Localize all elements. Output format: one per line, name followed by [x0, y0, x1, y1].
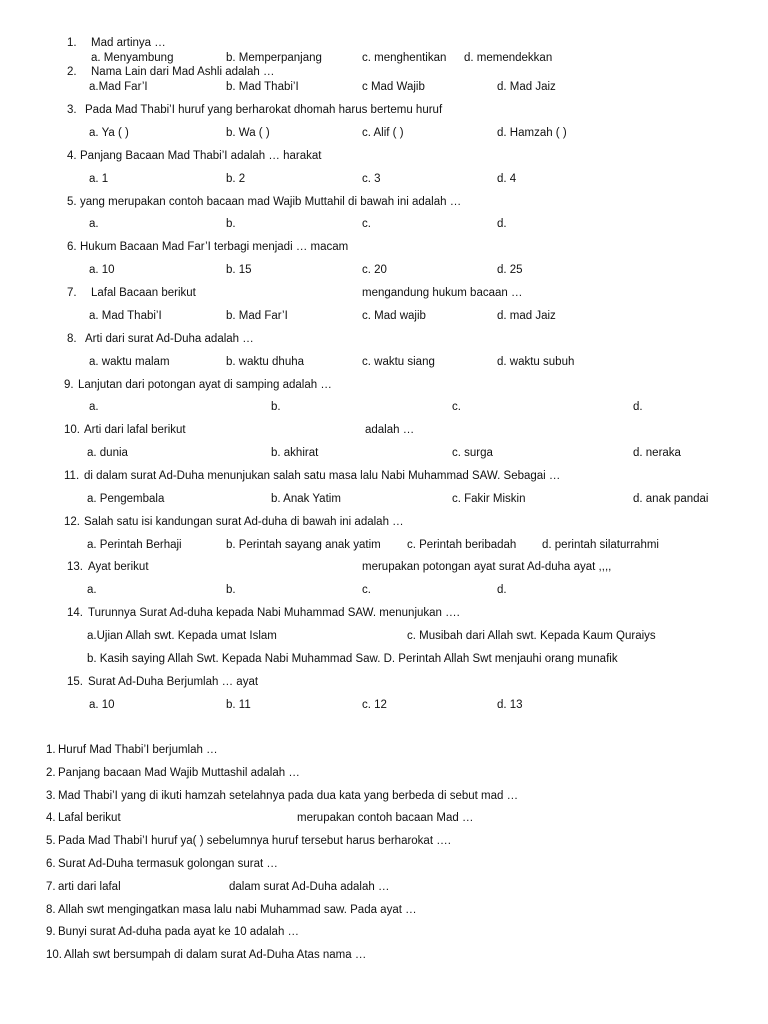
- question-number: 7.: [67, 287, 77, 299]
- question-number: 2.: [67, 66, 77, 78]
- option-d: d. 13: [497, 699, 523, 711]
- option-c: c.: [362, 218, 371, 230]
- question-number: 7.: [46, 881, 56, 893]
- question-text: Hukum Bacaan Mad Far’I terbagi menjadi … macam: [80, 241, 349, 253]
- question-text: yang merupakan contoh bacaan mad Wajib Muttahil di bawah ini adalah …: [80, 196, 462, 208]
- option-a: a.Ujian Allah swt. Kepada umat Islam: [87, 630, 277, 642]
- question-text: Surat Ad-Duha termasuk golongan surat …: [58, 858, 278, 870]
- option-b: b. 11: [226, 699, 251, 711]
- option-d: d. neraka: [633, 447, 681, 459]
- option-a: a. 1: [89, 173, 109, 185]
- option-c: c.: [362, 584, 371, 596]
- option-a: a. Mad Thabi’I: [89, 310, 162, 322]
- question-text: Allah swt bersumpah di dalam surat Ad-Duha Atas nama …: [64, 949, 367, 961]
- option-a: a.: [89, 401, 99, 413]
- question-number: 12.: [64, 516, 80, 528]
- option-c: c. Musibah dari Allah swt. Kepada Kaum Quraiys: [407, 630, 656, 642]
- option-b: b.: [226, 218, 236, 230]
- question-number: 8.: [46, 904, 56, 916]
- option-c: c. Fakir Miskin: [452, 493, 526, 505]
- option-b: b. Anak Yatim: [271, 493, 341, 505]
- option-c: c.: [452, 401, 461, 413]
- question-text: Ayat berikut: [88, 561, 149, 573]
- question-number: 4.: [46, 812, 56, 824]
- option-c: c. 12: [362, 699, 387, 711]
- question-text: di dalam surat Ad-Duha menunjukan salah satu masa lalu Nabi Muhammad SAW. Sebagai …: [84, 470, 561, 482]
- option-c: c. surga: [452, 447, 493, 459]
- question-text: arti dari lafal: [58, 881, 121, 893]
- option-d: d. 4: [497, 173, 517, 185]
- question-number: 8.: [67, 333, 77, 345]
- question-number: 4.: [67, 150, 77, 162]
- option-d: d.: [633, 401, 643, 413]
- question-number: 6.: [46, 858, 56, 870]
- option-a: a. 10: [89, 699, 115, 711]
- option-b: b. 15: [226, 264, 252, 276]
- option-c: c. menghentikan: [362, 52, 447, 64]
- question-text: Panjang Bacaan Mad Thabi’I adalah … harakat: [80, 150, 322, 162]
- option-d: d.: [497, 218, 507, 230]
- option-a: a. dunia: [87, 447, 128, 459]
- question-text: Lafal Bacaan berikut: [91, 287, 196, 299]
- option-d: d. 25: [497, 264, 523, 276]
- option-d: d. perintah silaturrahmi: [542, 539, 659, 551]
- question-text: Lanjutan dari potongan ayat di samping adalah …: [78, 379, 332, 391]
- option-c: c. Perintah beribadah: [407, 539, 517, 551]
- option-d: d. anak pandai: [633, 493, 709, 505]
- question-text: Salah satu isi kandungan surat Ad-duha di bawah ini adalah …: [84, 516, 404, 528]
- question-text: Arti dari lafal berikut: [84, 424, 186, 436]
- question-number: 10.: [46, 949, 62, 961]
- option-a: a.: [87, 584, 97, 596]
- option-b: b. Wa ( ): [226, 127, 270, 139]
- question-number: 14.: [67, 607, 83, 619]
- option-c: c Mad Wajib: [362, 81, 425, 93]
- question-text-continued: merupakan contoh bacaan Mad …: [297, 812, 474, 824]
- option-d: d. Mad Jaiz: [497, 81, 556, 93]
- question-text: Panjang bacaan Mad Wajib Muttashil adalah …: [58, 767, 300, 779]
- option-a: a. Perintah Berhaji: [87, 539, 182, 551]
- question-number: 13.: [67, 561, 83, 573]
- question-number: 9.: [46, 926, 56, 938]
- option-b: b.: [271, 401, 281, 413]
- option-a: a. Pengembala: [87, 493, 165, 505]
- question-text: Arti dari surat Ad-Duha adalah …: [85, 333, 254, 345]
- option-a: a.: [89, 218, 99, 230]
- option-d: d. waktu subuh: [497, 356, 575, 368]
- option-b: b. akhirat: [271, 447, 319, 459]
- question-text: Turunnya Surat Ad-duha kepada Nabi Muhammad SAW. menunjukan ….: [88, 607, 460, 619]
- option-d: d. Hamzah ( ): [497, 127, 567, 139]
- option-d: d. memendekkan: [464, 52, 553, 64]
- option-a: a. waktu malam: [89, 356, 170, 368]
- option-a: a.Mad Far’I: [89, 81, 148, 93]
- option-c: c. Alif ( ): [362, 127, 404, 139]
- question-text-continued: dalam surat Ad-Duha adalah …: [229, 881, 390, 893]
- question-text: Nama Lain dari Mad Ashli adalah …: [91, 66, 275, 78]
- option-c: c. Mad wajib: [362, 310, 426, 322]
- option-b: b. Mad Far’I: [226, 310, 288, 322]
- option-b: b. Perintah sayang anak yatim: [226, 539, 381, 551]
- question-number: 10.: [64, 424, 80, 436]
- option-b: b. Memperpanjang: [226, 52, 322, 64]
- question-text: Pada Mad Thabi’I huruf yang berharokat dhomah harus bertemu huruf: [85, 104, 443, 116]
- question-number: 5.: [67, 196, 77, 208]
- option-c: c. 3: [362, 173, 381, 185]
- question-number: 1.: [67, 37, 77, 49]
- option-c: c. 20: [362, 264, 387, 276]
- option-a: a. Ya ( ): [89, 127, 129, 139]
- question-number: 5.: [46, 835, 56, 847]
- option-d: d. mad Jaiz: [497, 310, 556, 322]
- question-text: Mad artinya …: [91, 37, 166, 49]
- question-number: 6.: [67, 241, 77, 253]
- option-b: b. 2: [226, 173, 246, 185]
- question-text: Lafal berikut: [58, 812, 121, 824]
- question-text-continued: adalah …: [365, 424, 415, 436]
- option-a: a. Menyambung: [91, 52, 174, 64]
- question-text: Surat Ad-Duha Berjumlah … ayat: [88, 676, 259, 688]
- question-number: 3.: [67, 104, 77, 116]
- question-number: 15.: [67, 676, 83, 688]
- question-number: 9.: [64, 379, 74, 391]
- option-b-and-d: b. Kasih saying Allah Swt. Kepada Nabi Muhammad Saw. D. Perintah Allah Swt menjauhi orang munafik: [87, 653, 618, 665]
- question-text: Bunyi surat Ad-duha pada ayat ke 10 adalah …: [58, 926, 300, 938]
- question-number: 2.: [46, 767, 56, 779]
- option-b: b. waktu dhuha: [226, 356, 305, 368]
- question-number: 1.: [46, 744, 56, 756]
- question-text-continued: mengandung hukum bacaan …: [362, 287, 523, 299]
- option-b: b. Mad Thabi’I: [226, 81, 299, 93]
- option-a: a. 10: [89, 264, 115, 276]
- option-b: b.: [226, 584, 236, 596]
- question-text: Allah swt mengingatkan masa lalu nabi Muhammad saw. Pada ayat …: [58, 904, 417, 916]
- question-text: Huruf Mad Thabi’I berjumlah …: [58, 744, 218, 756]
- question-text: Mad Thabi’I yang di ikuti hamzah setelahnya pada dua kata yang berbeda di sebut mad …: [58, 790, 519, 802]
- question-number: 3.: [46, 790, 56, 802]
- question-text-continued: merupakan potongan ayat surat Ad-duha ayat ,,,,: [362, 561, 612, 573]
- option-c: c. waktu siang: [362, 356, 435, 368]
- question-text: Pada Mad Thabi’I huruf ya( ) sebelumnya huruf tersebut harus berharokat ….: [58, 835, 451, 847]
- question-number: 11.: [64, 470, 80, 482]
- option-d: d.: [497, 584, 507, 596]
